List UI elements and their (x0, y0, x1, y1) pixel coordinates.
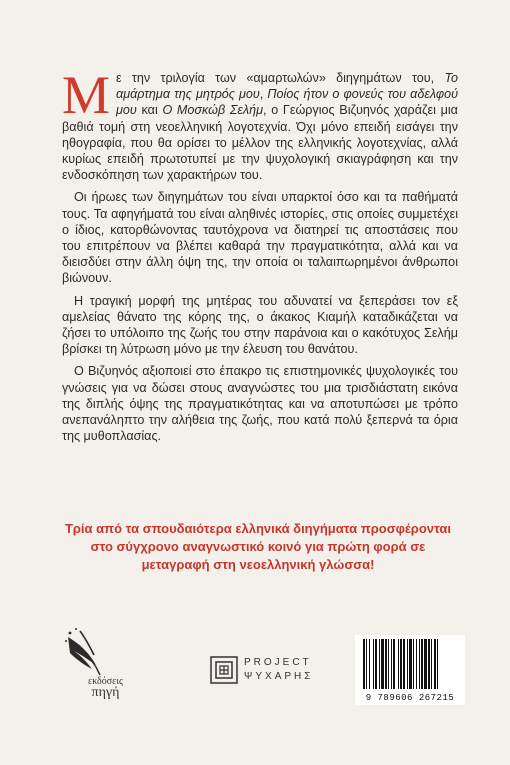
paragraph-2: Οι ήρωες των διηγημάτων του είναι υπαρκτοί όσο και τα παθήματά τους. Τα αφηγήματά του είναι αληθινές ιστορίες, στις οποίες συμμετέχει ο ίδιος, κατορθώνοντας ταυτόχρονα να διατηρεί τις αποστάσεις που του επιτρέπουν να βλέπει καθαρά την πραγματικότητα, αλλά και να διεισδύει στην άλλη όψη της, την οποία οι ταλαιπωρημένοι άνθρωποι βιώνουν. (62, 190, 458, 286)
publisher-line-2: πηγή (91, 685, 120, 700)
project-logo-icon (210, 656, 238, 684)
drop-cap: Μ (62, 65, 111, 125)
paragraph-4: Ο Βιζυηνός αξιοποιεί στο έπακρο τις επιστημονικές ψυχολογικές του γνώσεις για να δώσει στους αναγνώστες του μια τρισδιάστατη εικόνα της διπλής όψης της πραγματικότητας και να αποτυπώσει με τρόπο ανεπανάληπτο την αλήθεια της ζωής, που κατά πολύ ξεπερνά τα όρια της μυθοπλασίας. (62, 364, 458, 444)
p1-text-c: και (136, 103, 163, 118)
p1-text-b: , (259, 87, 268, 102)
paragraph-1 (62, 65, 458, 183)
paragraph-3: Η τραγική μορφή της μητέρας του αδυνατεί να ξεπεράσει τον εξ αμελείας θάνατο της κόρης της, ο άκακος Κιαμήλ καταδικάζεται να ζήσει το υπόλοιπο της ζωής του στην παράνοια και ο κακότυχος Σελήμ βρίσκει τη λύτρωση μόνο με την έλευση του θανάτου. (62, 293, 458, 357)
description (62, 65, 458, 450)
p1-text-a: ε την τριλογία των «αμαρτωλών» διηγημάτων του, (116, 71, 445, 85)
publisher-name (88, 676, 123, 698)
p1-text-d: , ο Γεώργιος Βιζυηνός χαράζει μια βαθιά τομή στη νεοελληνική λογοτεχνία. Όχι μόνο επειδή εισάγει την ηθογραφία, που θα ορίσει το μέλλον της ελληνικής λογοτεχνίας, αλλά κυρίως επειδή πρωτοτυπεί με την ψυχολογική σκιαγράφηση και την ενδοσκόπηση των χαρακτήρων του. (62, 103, 458, 183)
project-line-1: PROJECT (244, 657, 312, 668)
project-name (244, 656, 313, 684)
title-sin-of-mother: Το αμάρτημα της μητρός μου (116, 71, 458, 102)
project-line-2: ΨΥΧΑΡΗΣ (244, 671, 314, 682)
publisher-line-1: εκδόσεις (88, 676, 123, 687)
barcode-bars-icon (355, 635, 465, 693)
title-who-was-the-killer: Ποίος ήτον ο φονεύς του αδελφού μου (116, 87, 458, 118)
title-moskov-selim: Ο Μοσκώβ Σελήμ (162, 103, 264, 118)
barcode-digits: 9 789606 267215 (365, 693, 455, 703)
promo-blurb: Τρία από τα σπουδαιότερα ελληνικά διηγήματα προσφέρονται στο σύγχρονο αναγνωστικό κοινό για πρώτη φορά σε μεταγραφή στη νεοελληνική γλώσσα! (64, 521, 452, 572)
